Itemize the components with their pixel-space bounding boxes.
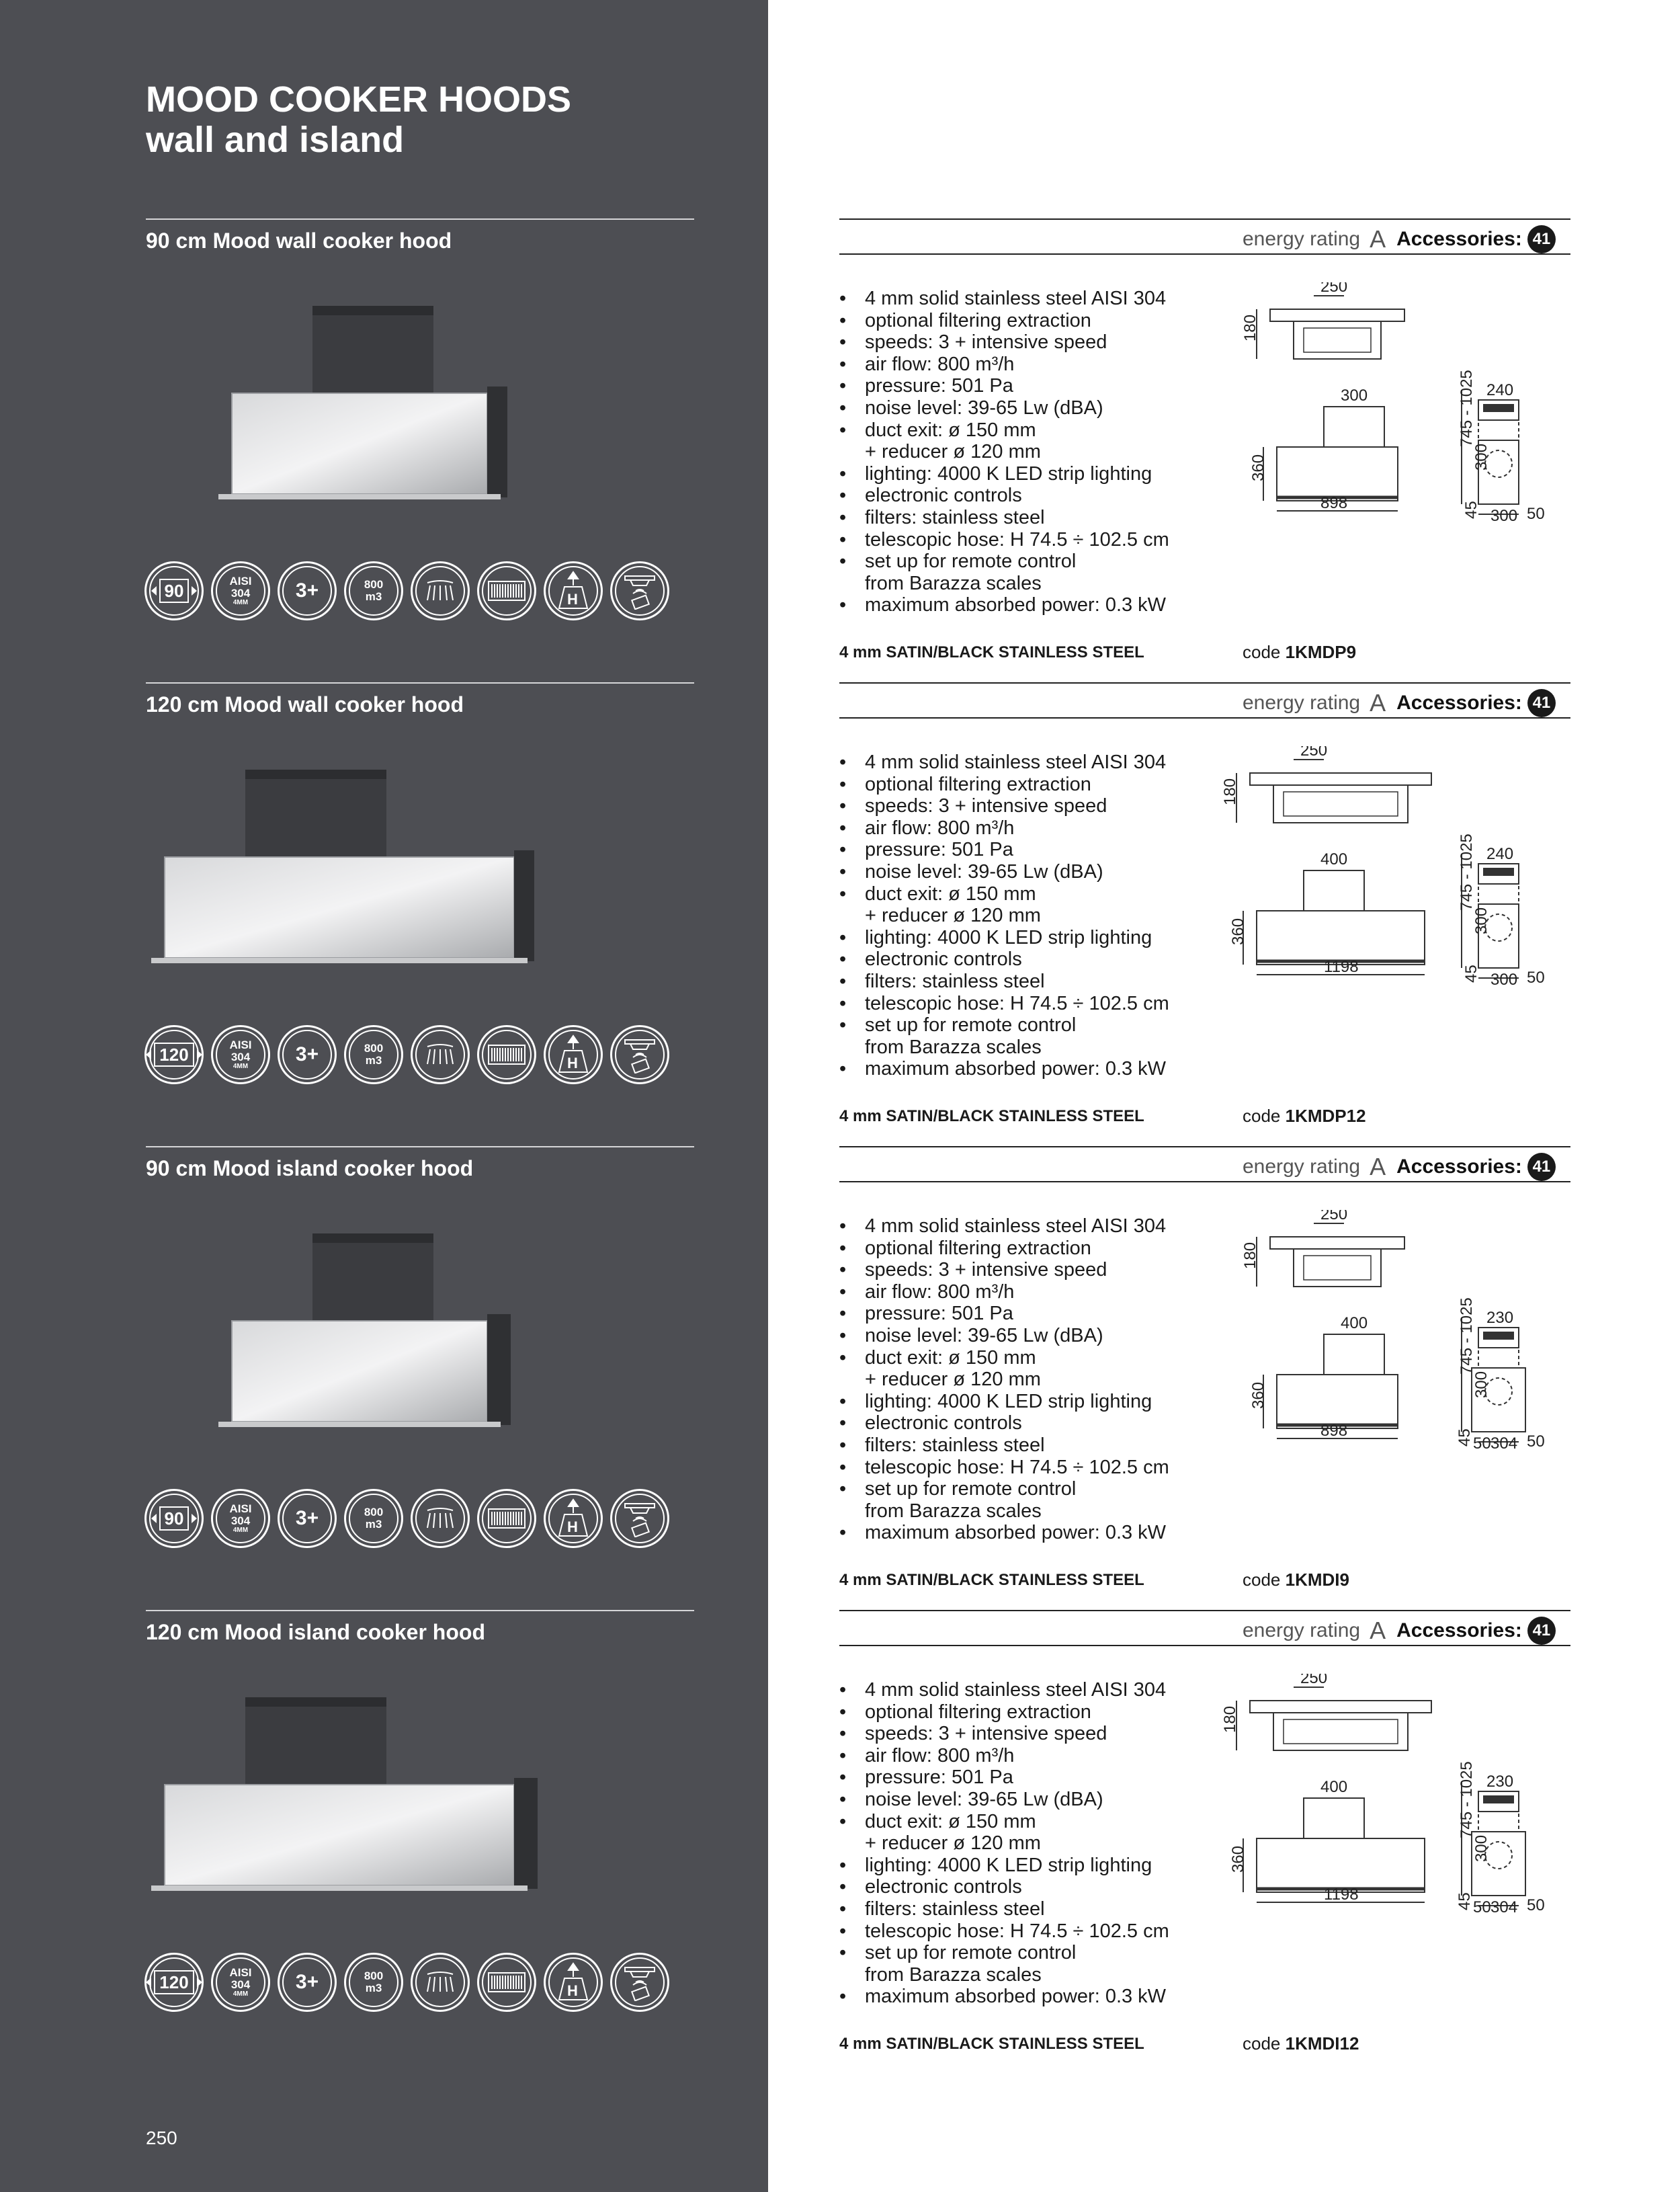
airflow-icon: 800 m3 [344,1953,403,2012]
dim-side-chimney: 300 [1472,907,1490,934]
airflow-icon: 800 m3 [344,1489,403,1548]
spec-item: + reducer ø 120 mm [865,905,1041,927]
page-title-line1: MOOD COOKER HOODS [146,79,572,120]
spec-list [839,1679,1169,2008]
speeds-icon: 3+ [278,1489,337,1548]
dim-hood-height: 360 [1229,1845,1247,1873]
feature-icons [144,1025,669,1084]
energy-accessories-row [1243,689,1556,717]
spec-item: • electronic controls [839,1412,1169,1434]
spec-item: • pressure: 501 Pa [839,375,1169,397]
section-title: 120 cm Mood wall cooker hood [146,692,464,717]
spec-item: • set up for remote control [839,1478,1169,1500]
section-rule-top [839,218,1570,220]
accessories-page-badge[interactable]: 41 [1527,689,1556,717]
dim-bottom: 45 [1462,501,1480,519]
accessories-page-badge[interactable]: 41 [1527,1153,1556,1181]
product-image [178,1220,581,1465]
dim-top-width: 250 [1300,1674,1328,1687]
energy-accessories-row [1243,1617,1556,1645]
dim-width: 1198 [1324,1885,1359,1904]
spec-item: • lighting: 4000 K LED strip lighting [839,463,1169,485]
dim-depth: 300 [1490,971,1518,989]
dim-top-width: 250 [1300,746,1328,760]
spec-item: • duct exit: ø 150 mm [839,419,1169,442]
lighting-icon [411,561,470,620]
aisi-304-icon: AISI 304 4MM [211,1489,270,1548]
spec-item: • pressure: 501 Pa [839,1767,1169,1789]
product-code: code 1KMDP9 [1243,642,1357,662]
spec-item: • telescopic hose: H 74.5 ÷ 102.5 cm [839,1457,1169,1479]
product-image [141,1684,544,1929]
spec-item: • 4 mm solid stainless steel AISI 304 [839,288,1169,310]
dim-edge: 50 [1527,1896,1545,1914]
spec-item: • maximum absorbed power: 0.3 kW [839,1522,1169,1544]
telescopic-hose-icon [544,1025,603,1084]
lighting-icon [411,1025,470,1084]
airflow-icon: 800 m3 [344,1025,403,1084]
spec-item: • noise level: 39-65 Lw (dBA) [839,861,1169,883]
spec-item: • noise level: 39-65 Lw (dBA) [839,1325,1169,1347]
spec-item: from Barazza scales [865,1500,1042,1522]
dim-bottom2: 50 [1473,1434,1491,1453]
dim-chimney-width: 400 [1320,850,1348,868]
dim-side-width: 230 [1486,1773,1514,1791]
dimension-diagram [1210,1674,1559,1946]
section-rule-bottom [839,717,1570,719]
spec-item: • pressure: 501 Pa [839,839,1169,861]
section-rule-bottom [839,1645,1570,1646]
dim-depth: 304 [1490,1434,1518,1453]
airflow-icon: 800 m3 [344,561,403,620]
spec-item: • maximum absorbed power: 0.3 kW [839,594,1169,616]
dim-hood-height: 360 [1249,454,1267,481]
dim-chimney-width: 400 [1341,1314,1368,1332]
dim-top-height: 180 [1221,778,1239,805]
section-rule-bottom [839,1181,1570,1182]
dim-width: 898 [1320,494,1348,512]
spec-item: • speeds: 3 + intensive speed [839,331,1169,354]
spec-item: • telescopic hose: H 74.5 ÷ 102.5 cm [839,529,1169,551]
dim-chimney-width: 300 [1341,387,1368,405]
spec-item: • air flow: 800 m³/h [839,1745,1169,1767]
dim-top-width: 250 [1320,1210,1348,1223]
spec-item: • 4 mm solid stainless steel AISI 304 [839,752,1169,774]
spec-item: • pressure: 501 Pa [839,1303,1169,1325]
dim-edge: 50 [1527,505,1545,523]
spec-item: • air flow: 800 m³/h [839,1281,1169,1303]
spec-item: • telescopic hose: H 74.5 ÷ 102.5 cm [839,1920,1169,1943]
energy-rating-label: energy rating [1243,228,1361,250]
spec-item: • filters: stainless steel [839,1434,1169,1457]
dim-width: 1198 [1324,958,1359,976]
spec-item: • maximum absorbed power: 0.3 kW [839,1986,1169,2008]
spec-item: • air flow: 800 m³/h [839,817,1169,840]
energy-rating-label: energy rating [1243,1619,1361,1641]
spec-item: • lighting: 4000 K LED strip lighting [839,1855,1169,1877]
spec-item: • optional filtering extraction [839,310,1169,332]
dim-height-range: 745 - 1025 [1458,370,1476,447]
spec-list [839,1215,1169,1544]
accessories-label: Accessories: [1396,228,1522,250]
finish-label: 4 mm SATIN/BLACK STAINLESS STEEL [839,1571,1144,1589]
spec-item: • duct exit: ø 150 mm [839,1811,1169,1833]
dimension-diagram [1210,746,1559,1018]
dim-hood-height: 360 [1249,1381,1267,1409]
speeds-icon: 3+ [278,1953,337,2012]
finish-label: 4 mm SATIN/BLACK STAINLESS STEEL [839,1107,1144,1125]
aisi-304-icon: AISI 304 4MM [211,1953,270,2012]
spec-item: • electronic controls [839,485,1169,507]
telescopic-hose-icon [544,1489,603,1548]
telescopic-hose-icon [544,1953,603,2012]
energy-class: A [1370,1153,1386,1180]
spec-item: • set up for remote control [839,1014,1169,1037]
spec-item: from Barazza scales [865,1036,1042,1058]
feature-icons [144,1953,669,2012]
speeds-icon: 3+ [278,1025,337,1084]
dim-side-width: 240 [1486,845,1514,863]
remote-control-icon [610,1953,669,2012]
spec-item: • duct exit: ø 150 mm [839,883,1169,905]
svg-text:H: H [567,591,578,608]
aisi-304-icon: AISI 304 4MM [211,561,270,620]
accessories-page-badge[interactable]: 41 [1527,225,1556,253]
lighting-icon [411,1953,470,2012]
energy-rating-label: energy rating [1243,692,1361,714]
spec-item: from Barazza scales [865,1963,1042,1986]
spec-item: from Barazza scales [865,572,1042,594]
spec-item: • 4 mm solid stainless steel AISI 304 [839,1215,1169,1237]
product-code: code 1KMDI12 [1243,2033,1359,2054]
accessories-page-badge[interactable]: 41 [1527,1617,1556,1645]
dim-top-height: 180 [1241,1242,1259,1269]
section-title: 90 cm Mood wall cooker hood [146,229,452,253]
section-rule [146,1610,694,1611]
product-image [141,756,544,1002]
telescopic-hose-icon [544,561,603,620]
svg-text:H: H [567,1055,578,1071]
spec-item: • noise level: 39-65 Lw (dBA) [839,397,1169,419]
product-code: code 1KMDI9 [1243,1570,1349,1590]
remote-control-icon [610,1489,669,1548]
energy-class: A [1370,689,1386,717]
dim-edge: 50 [1527,969,1545,987]
spec-item: • filters: stainless steel [839,1898,1169,1920]
dimension-diagram [1210,282,1559,555]
lighting-icon [411,1489,470,1548]
spec-list [839,752,1169,1080]
filter-icon [477,561,536,620]
spec-item: • maximum absorbed power: 0.3 kW [839,1058,1169,1080]
page-number: 250 [146,2127,177,2148]
section-title: 120 cm Mood island cooker hood [146,1620,485,1644]
section-rule [146,1146,694,1147]
spec-item: • speeds: 3 + intensive speed [839,795,1169,817]
dim-bottom: 45 [1462,965,1480,983]
section-rule-bottom [839,253,1570,255]
dim-depth: 304 [1490,1898,1518,1916]
width-icon: 90 [144,1489,204,1548]
spec-item: • speeds: 3 + intensive speed [839,1723,1169,1745]
feature-icons [144,1489,669,1548]
energy-accessories-row [1243,1153,1556,1181]
spec-item: • duct exit: ø 150 mm [839,1347,1169,1369]
product-image [178,292,581,538]
dim-chimney-width: 400 [1320,1778,1348,1796]
spec-item: • filters: stainless steel [839,507,1169,529]
spec-item: + reducer ø 120 mm [865,1369,1041,1391]
section-title: 90 cm Mood island cooker hood [146,1156,474,1180]
accessories-label: Accessories: [1396,1619,1522,1641]
section-rule-top [839,1610,1570,1611]
dim-top-height: 180 [1221,1705,1239,1733]
dim-bottom: 45 [1456,1428,1474,1447]
section-rule [146,218,694,220]
spec-item: • lighting: 4000 K LED strip lighting [839,1391,1169,1413]
dim-edge: 50 [1527,1432,1545,1451]
spec-list [839,288,1169,616]
dim-height-range: 745 - 1025 [1458,1761,1476,1838]
spec-item: • speeds: 3 + intensive speed [839,1259,1169,1281]
spec-item: • optional filtering extraction [839,1701,1169,1723]
spec-item: • set up for remote control [839,551,1169,573]
dim-bottom2: 50 [1473,1898,1491,1916]
energy-class: A [1370,1617,1386,1644]
finish-label: 4 mm SATIN/BLACK STAINLESS STEEL [839,2035,1144,2053]
accessories-label: Accessories: [1396,692,1522,714]
dim-side-chimney: 300 [1472,1371,1490,1398]
dim-width: 898 [1320,1422,1348,1440]
feature-icons [144,561,669,620]
section-rule-top [839,682,1570,684]
section-rule-top [839,1146,1570,1147]
spec-item: + reducer ø 120 mm [865,1832,1041,1855]
spec-item: • set up for remote control [839,1942,1169,1964]
width-icon: 90 [144,561,204,620]
width-icon: 120 [144,1953,204,2012]
dim-side-width: 240 [1486,381,1514,399]
dim-side-chimney: 300 [1472,1834,1490,1862]
energy-accessories-row [1243,225,1556,253]
dim-side-width: 230 [1486,1309,1514,1327]
accessories-label: Accessories: [1396,1155,1522,1178]
dim-top-width: 250 [1320,282,1348,296]
spec-item: • air flow: 800 m³/h [839,354,1169,376]
dim-height-range: 745 - 1025 [1458,834,1476,911]
energy-class: A [1370,225,1386,253]
spec-item: • electronic controls [839,1876,1169,1898]
spec-item: • optional filtering extraction [839,774,1169,796]
dim-hood-height: 360 [1229,918,1247,945]
spec-item: • electronic controls [839,948,1169,971]
svg-text:H: H [567,1982,578,1999]
remote-control-icon [610,561,669,620]
spec-item: • 4 mm solid stainless steel AISI 304 [839,1679,1169,1701]
dim-bottom: 45 [1456,1892,1474,1910]
spec-item: • telescopic hose: H 74.5 ÷ 102.5 cm [839,993,1169,1015]
section-rule [146,682,694,684]
energy-rating-label: energy rating [1243,1155,1361,1178]
spec-item: • filters: stainless steel [839,971,1169,993]
filter-icon [477,1025,536,1084]
spec-item: • lighting: 4000 K LED strip lighting [839,927,1169,949]
page-title-line2: wall and island [146,120,405,160]
dim-top-height: 180 [1241,314,1259,341]
remote-control-icon [610,1025,669,1084]
spec-item: + reducer ø 120 mm [865,441,1041,463]
filter-icon [477,1953,536,2012]
filter-icon [477,1489,536,1548]
finish-label: 4 mm SATIN/BLACK STAINLESS STEEL [839,643,1144,661]
dim-depth: 300 [1490,507,1518,525]
spec-item: • noise level: 39-65 Lw (dBA) [839,1789,1169,1811]
svg-text:H: H [567,1518,578,1535]
dim-height-range: 745 - 1025 [1458,1297,1476,1375]
page-title [146,79,571,160]
dim-side-chimney: 300 [1472,443,1490,471]
width-icon: 120 [144,1025,204,1084]
aisi-304-icon: AISI 304 4MM [211,1025,270,1084]
dimension-diagram [1210,1210,1559,1482]
product-code: code 1KMDP12 [1243,1106,1366,1126]
spec-item: • optional filtering extraction [839,1237,1169,1260]
speeds-icon: 3+ [278,561,337,620]
